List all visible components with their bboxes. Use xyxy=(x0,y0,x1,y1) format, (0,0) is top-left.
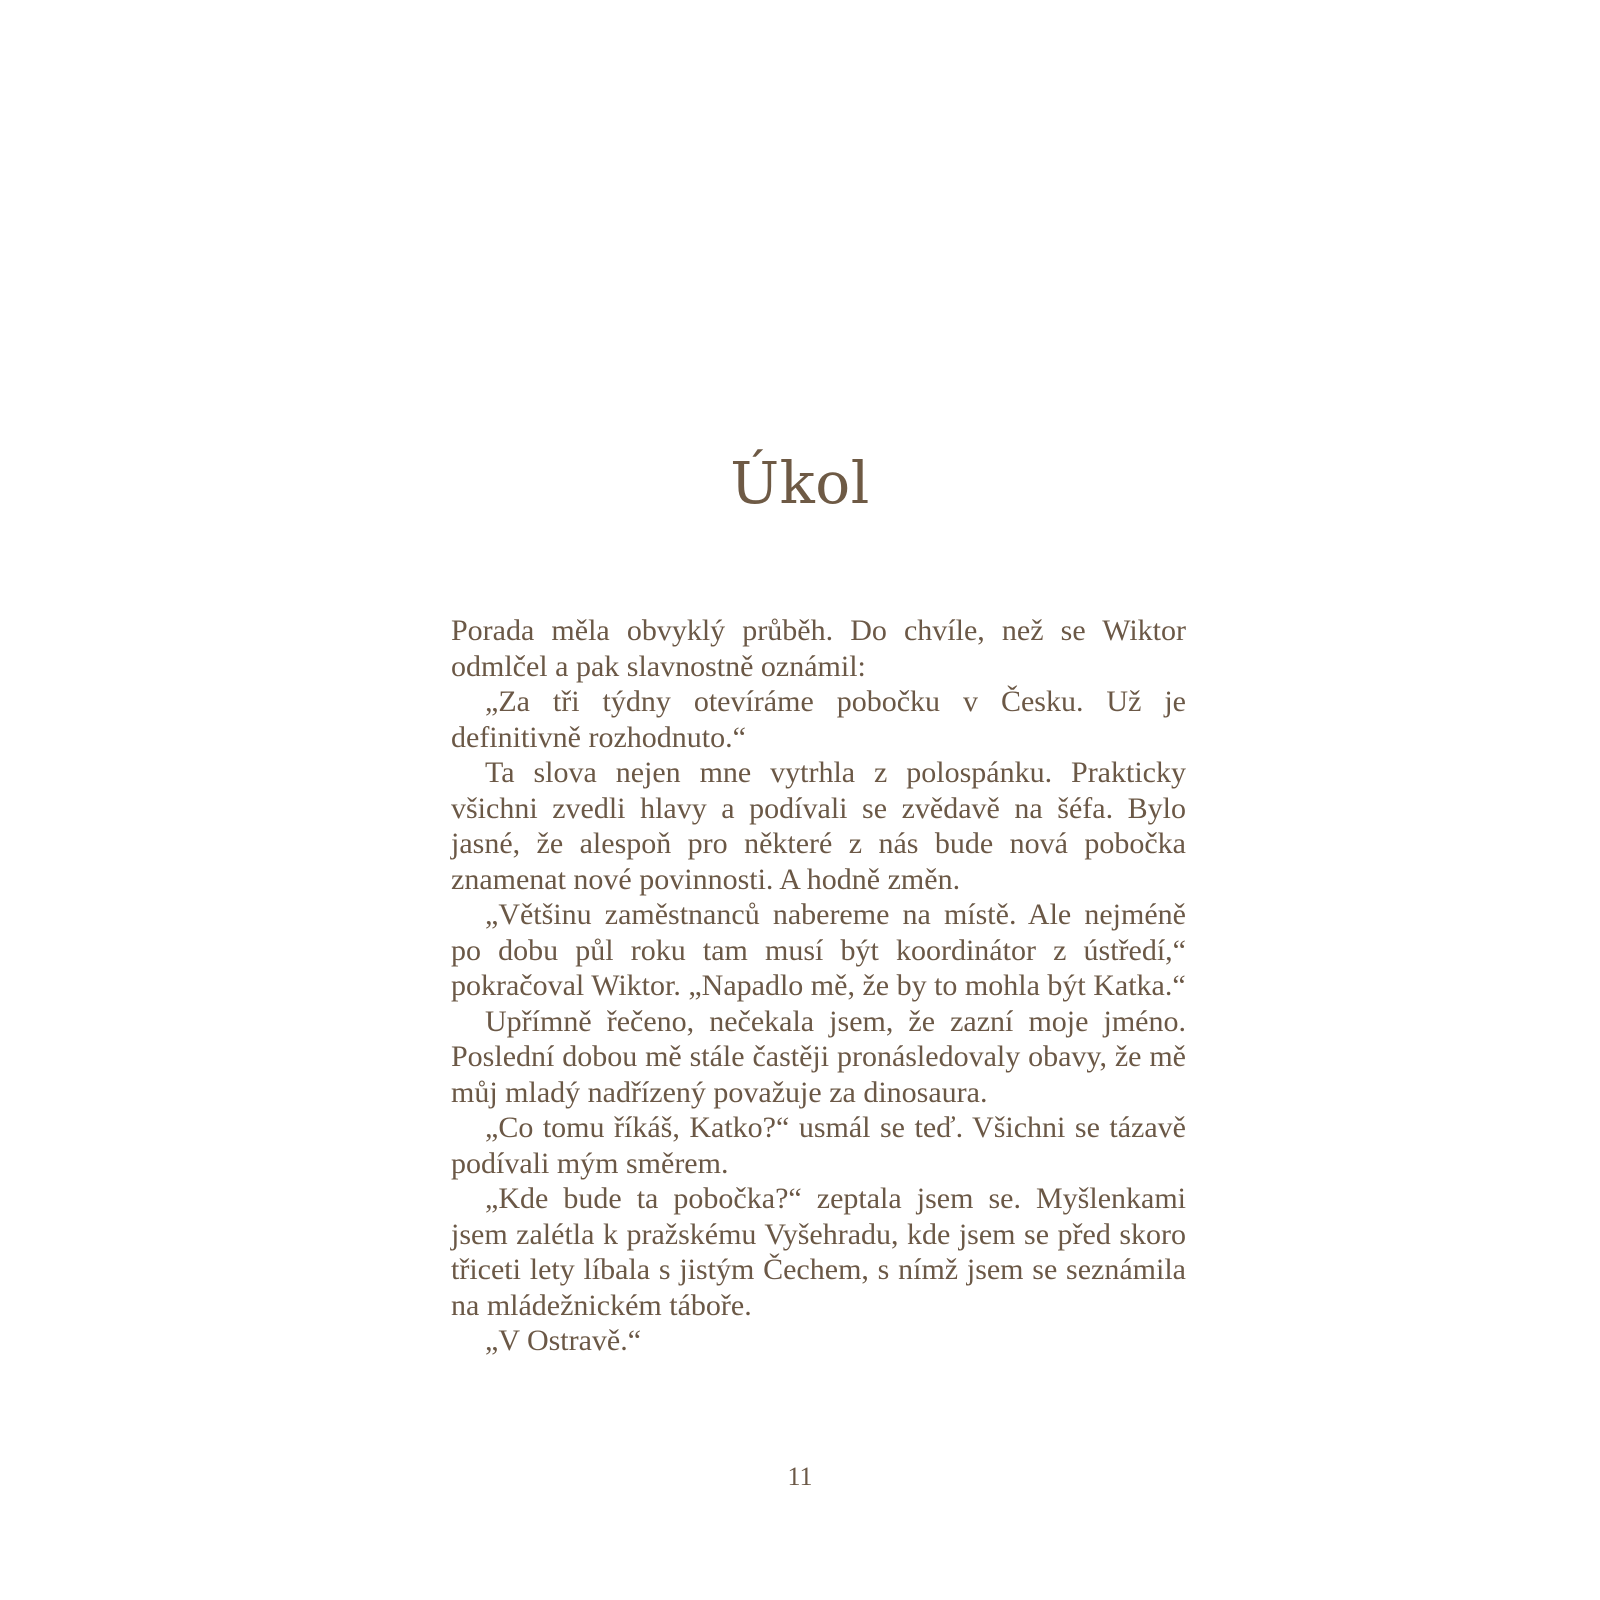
paragraph: „Kde bude ta pobočka?“ zeptala jsem se. Myšlenkami jsem zalétla k pražskému Vyšehradu, kde jsem se před skoro třiceti lety líbala s jistým Čechem, s nímž jsem se seznámila na mládežnickém táboře. xyxy=(451,1182,1186,1322)
paragraph: Upřímně řečeno, nečekala jsem, že zazní moje jméno. Poslední dobou mě stále častěji pronásledovaly obavy, že mě můj mladý nadřízený považuje za dinosaura. xyxy=(451,1004,1186,1109)
paragraph: „Za tři týdny otevíráme pobočku v Česku. Už je definitivně rozhodnuto.“ xyxy=(451,685,1186,754)
chapter-body xyxy=(451,613,1186,1359)
paragraph: „V Ostravě.“ xyxy=(485,1324,642,1357)
page-number: 11 xyxy=(787,1462,813,1491)
paragraph: „Co tomu říkáš, Katko?“ usmál se teď. Všichni se tázavě podívali mým směrem. xyxy=(451,1111,1186,1180)
paragraph: „Většinu zaměstnanců nabereme na místě. Ale nejméně po dobu půl roku tam musí být koordinátor z ústředí,“ pokračoval Wiktor. „Napadlo mě, že by to mohla být Katka.“ xyxy=(451,898,1186,1002)
paragraph: Ta slova nejen mne vytrhla z polospánku. Prakticky všichni zvedli hlavy a podívali se zvědavě na šéfa. Bylo jasné, že alespoň pro některé z nás bude nová pobočka znamenat nové povinnosti. A hodně změn. xyxy=(451,756,1186,896)
chapter-title: Úkol xyxy=(730,449,870,517)
paragraph: Porada měla obvyklý průběh. Do chvíle, než se Wiktor odmlčel a pak slavnostně oznámil: xyxy=(451,614,1186,683)
